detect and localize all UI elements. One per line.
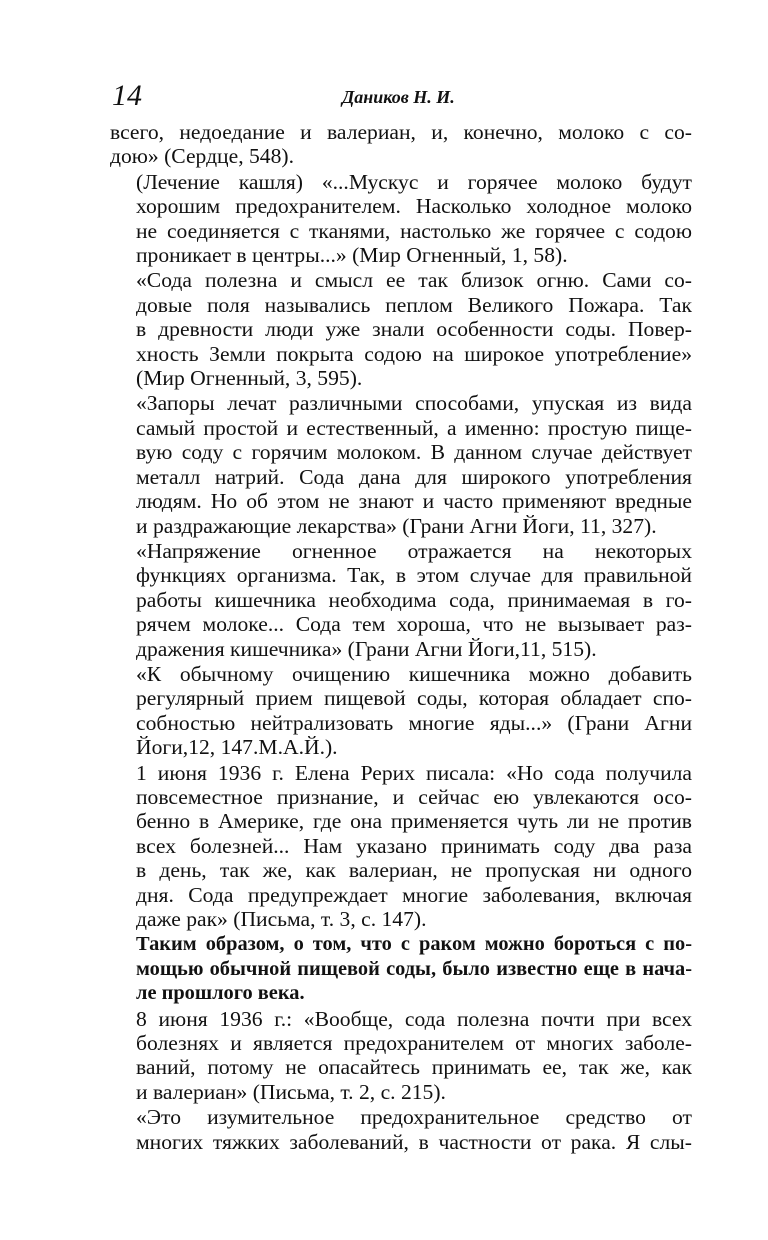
body-text [110,120,692,1154]
text-line: повсеместное признание, и сейчас ею увлекаются осо- [136,784,692,809]
text-line: и раздражающие лекарства» (Грани Агни Йоги, 11, 327). [136,513,657,538]
text-line: даже рак» (Письма, т. 3, с. 147). [136,907,427,931]
text-line: Йоги,12, 147.М.А.Й.). [136,735,338,760]
paragraph-3 [110,268,692,390]
text-line: собностью нейтрализовать многие яды...» (Грани Агни [136,710,692,735]
text-line: ваний, потому не опасайтесь принимать ее, так же, как [136,1055,692,1080]
page-number: 14 [112,79,142,112]
bold-conclusion-paragraph [110,932,692,1005]
text-line: самый простой и естественный, а именно: простую пище- [136,415,692,440]
text-line: всех болезней... Нам указано принимать соду два раза [136,833,692,858]
paragraph-7 [110,761,692,932]
text-line: Таким образом, о том, что с раком можно бороться с по- [136,933,692,956]
text-line: многих тяжких заболеваний, в частности от рака. Я слы- [136,1129,692,1154]
text-line: 1 июня 1936 г. Елена Рерих писала: «Но сода получила [136,760,692,785]
text-line: 8 июня 1936 г.: «Вообще, сода полезна почти при всех [136,1006,692,1031]
text-line: хорошим предохранителем. Насколько холодное молоко [136,194,692,219]
text-line: работы кишечника необходима сода, принимаемая в го- [136,587,692,612]
text-line: в день, так же, как валериан, не пропуская ни одного [136,858,692,883]
text-line: «К обычному очищению кишечника можно добавить [136,661,692,686]
paragraph-6 [110,662,692,760]
text-line: хность Земли покрыта содою на широкое употребление» [136,341,692,366]
text-line: бенно в Америке, где она применяется чуть ли не против [136,809,692,834]
text-line: в древности люди уже знали особенности соды. Повер- [136,317,692,342]
text-line: мощью обычной пищевой соды, было известно еще в нача- [136,957,692,980]
text-line: регулярный прием пищевой соды, которая обладает спо- [136,686,692,711]
page-header [110,78,692,120]
text-line: ле прошлого века. [136,982,305,1005]
text-line: довые поля назывались пеплом Великого Пожара. Так [136,292,692,317]
text-line: и валериан» (Письма, т. 2, с. 215). [136,1079,446,1104]
text-line: вую соду с горячим молоком. В данном случае действует [136,440,692,465]
text-line: проникает в центры...» (Мир Огненный, 1, 58). [136,243,568,268]
text-line: дражения кишечника» (Грани Агни Йоги,11, 515). [136,636,597,661]
text-line: людям. Но об этом не знают и часто применяют вредные [136,489,692,514]
paragraph-10 [110,1105,692,1154]
text-line: (Мир Огненный, 3, 595). [136,366,363,391]
book-page [110,78,692,1154]
paragraph-1 [110,120,692,169]
text-line: рячем молоке... Сода тем хороша, что не вызывает раз- [136,612,692,637]
text-line: не соединяется с тканями, настолько же горячее с содою [136,218,692,243]
text-line: дня. Сода предупреждает многие заболевания, включая [136,882,692,907]
text-line: металл натрий. Сода дана для широкого употребления [136,464,692,489]
text-line: «Это изумительное предохранительное средство от [136,1105,692,1130]
paragraph-9 [110,1007,692,1105]
text-line: функциях организма. Так, в этом случае для правильной [136,563,692,588]
text-line: болезнях и является предохранителем от многих заболе- [136,1031,692,1056]
text-line: всего, недоедание и валериан, и, конечно, молоко с со- [110,120,692,144]
text-line: «Сода полезна и смысл ее так близок огню. Сами со- [136,268,692,293]
text-line: (Лечение кашля) «...Мускус и горячее молоко будут [136,169,692,194]
text-line: «Напряжение огненное отражается на некоторых [136,538,692,563]
paragraph-4 [110,391,692,537]
paragraph-2 [110,170,692,268]
text-line: дою» (Сердце, 548). [110,144,294,169]
running-head-author: Даников Н. И. [342,87,455,107]
text-line: «Запоры лечат различными способами, упуская из вида [136,391,692,416]
paragraph-5 [110,539,692,661]
